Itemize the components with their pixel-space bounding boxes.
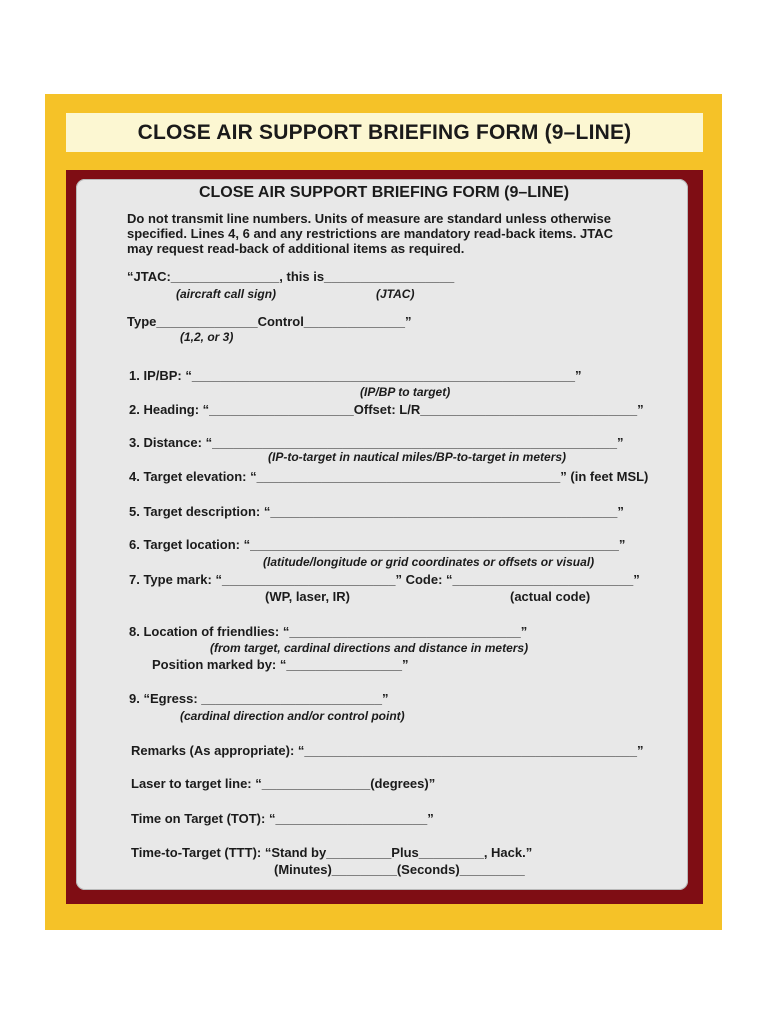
line-2-heading[interactable]: 2. Heading: “____________________Offset: L/R______________________________”	[129, 402, 644, 417]
line-1-ip-bp[interactable]: 1. IP/BP: “_____________________________________________________”	[129, 368, 582, 383]
line-6-hint: (latitude/longitude or grid coordinates or offsets or visual)	[263, 555, 595, 569]
callsign-hint: (aircraft call sign)	[176, 287, 277, 301]
intro-line-1: Do not transmit line numbers. Units of measure are standard unless otherwise	[127, 211, 612, 226]
card-title: CLOSE AIR SUPPORT BRIEFING FORM (9–LINE)	[198, 184, 570, 201]
jtac-hint: (JTAC)	[376, 287, 415, 301]
tot-line[interactable]: Time on Target (TOT): “_____________________”	[131, 811, 434, 826]
remarks-line[interactable]: Remarks (As appropriate): “______________________________________________”	[131, 743, 644, 758]
intro-line-3: may request read-back of additional items as required.	[127, 241, 465, 256]
line-9-egress[interactable]: 9. “Egress: _________________________”	[129, 691, 389, 706]
line-1-hint: (IP/BP to target)	[360, 385, 451, 399]
outer-title-bar	[66, 113, 703, 152]
line-4-elevation[interactable]: 4. Target elevation: “__________________________________________” (in feet MSL)	[129, 469, 649, 484]
line-9-hint: (cardinal direction and/or control point)	[180, 709, 405, 723]
line-8-hint: (from target, cardinal directions and distance in meters)	[210, 641, 529, 655]
laser-line[interactable]: Laser to target line: “_______________(degrees)”	[131, 776, 436, 791]
ttt-line[interactable]: Time-to-Target (TTT): “Stand by_________Plus_________, Hack.”	[131, 845, 533, 860]
intro-line-2: specified. Lines 4, 6 and any restrictions are mandatory read-back items. JTAC	[127, 226, 613, 241]
type-control-line[interactable]: Type______________Control______________”	[127, 314, 412, 329]
line-3-distance[interactable]: 3. Distance: “________________________________________________________”	[129, 435, 624, 450]
line-5-description[interactable]: 5. Target description: “________________________________________________”	[129, 504, 624, 519]
line-8-friendlies[interactable]: 8. Location of friendlies: “________________________________”	[129, 624, 528, 639]
line-7-hint-b: (actual code)	[510, 589, 591, 604]
line-7-hint-a: (WP, laser, IR)	[265, 589, 351, 604]
outer-title: CLOSE AIR SUPPORT BRIEFING FORM (9–LINE)	[137, 120, 632, 144]
type-hint: (1,2, or 3)	[180, 330, 234, 344]
line-8-position-marked[interactable]: Position marked by: “________________”	[152, 657, 409, 672]
jtac-line[interactable]: “JTAC:_______________, this is__________________	[127, 269, 455, 284]
line-7-type-mark[interactable]: 7. Type mark: “________________________” Code: “_________________________”	[129, 572, 640, 587]
line-3-hint: (IP-to-target in nautical miles/BP-to-target in meters)	[268, 450, 567, 464]
line-6-location[interactable]: 6. Target location: “___________________________________________________”	[129, 537, 626, 552]
ttt-sub-line[interactable]: (Minutes)_________(Seconds)_________	[274, 862, 525, 877]
